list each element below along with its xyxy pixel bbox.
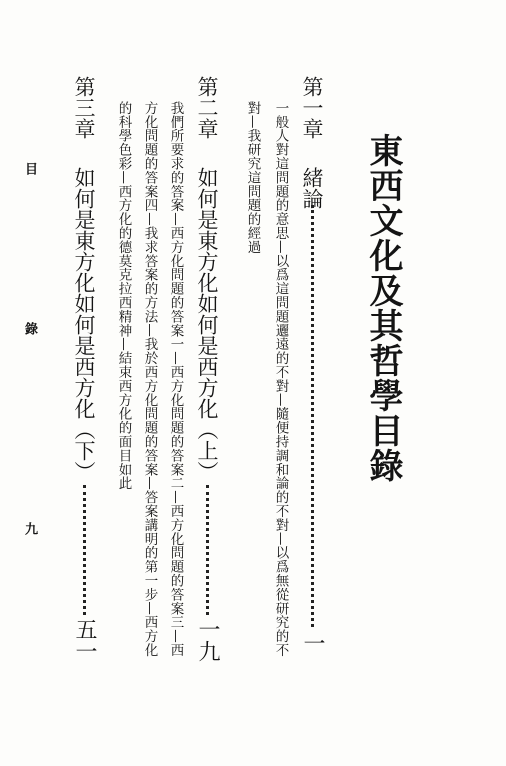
chapter-1-summary-line-2: 對—我研究這問題的經過 [244,101,261,254]
chapter-2-number: 第二章 [195,76,219,139]
chapter-1-summary-line-1: 一般人對這問題的意思—以爲這問題邐遠的不對—隨便持調和論的不對—以爲無從研究的不 [272,101,289,657]
chapter-3-page: 五一 [72,618,97,662]
chapter-2-leader-dots [206,485,209,615]
chapter-1-title: 緒論 [300,167,324,209]
running-header-char-1: 目 [22,162,37,175]
chapter-3-number: 第三章 [72,76,96,139]
chapter-1-number: 第一章 [300,76,324,139]
chapter-1-page: 一 [300,632,325,654]
chapter-1-heading [301,76,322,209]
chapter-2-summary-line-3: 的科學色彩—西方化的德莫克拉西精神—結束西方化的面目如此 [115,101,132,491]
chapter-2-summary-line-1: 我們所要求的答案—西方化問題的答案一—西方化問題的答案二—西方化問題的答案三—西 [167,101,184,657]
chapter-2-title: 如何是東方化如何是西方化（上） [195,167,219,482]
running-header-char-2: 錄 [22,322,37,335]
chapter-2-summary-line-2: 方化問題的答案四—我求答案的方法—我於西方化問題的答案—答案講明的第一步—西方化 [141,101,158,657]
chapter-1-leader-dots [311,205,314,627]
chapter-3-heading [73,76,94,482]
chapter-3-leader-dots [83,485,86,615]
folio-page-number: 九 [22,522,37,535]
book-title: 東西文化及其哲學目錄 [363,133,403,483]
chapter-3-title: 如何是東方化如何是西方化（下） [72,167,96,482]
chapter-2-page: 一九 [195,618,220,662]
chapter-2-heading [196,76,217,482]
